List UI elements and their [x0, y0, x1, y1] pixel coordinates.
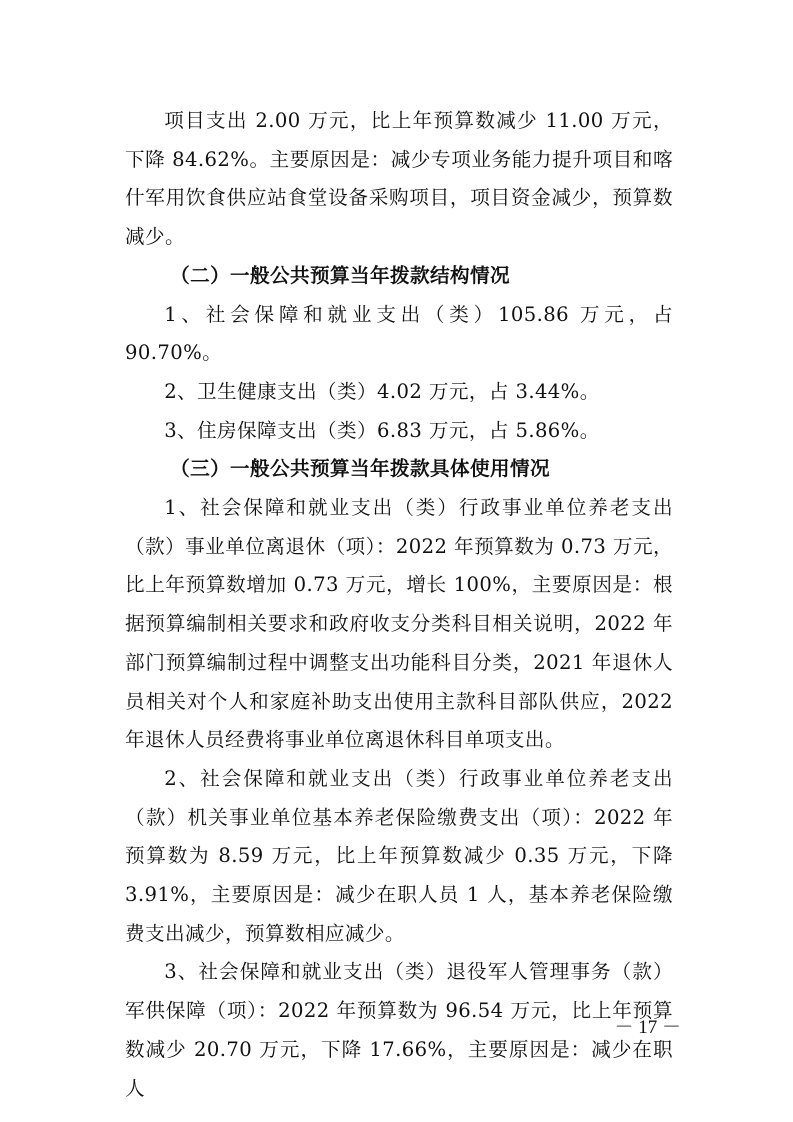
heading-usage: （三）一般公共预算当年拨款具体使用情况: [170, 457, 550, 481]
paragraph-structure-3: 3、住房保障支出（类）6.83 万元，占 5.86%。: [164, 418, 600, 442]
paragraph-structure-1: 1、社会保障和就业支出（类）105.86 万元，占 90.70%。: [125, 302, 673, 365]
paragraph-usage-1: 1、社会保障和就业支出（类）行政事业单位养老支出（款）事业单位离退休（项）：2022 年预算数为 0.73 万元，比上年预算数增加 0.73 万元，增长 100%，主要原因是：根据预算编制相关要求和政府收支分类科目相关说明，2022 年部门预算编制过程中调整支出功能科目分类，2021 年退休人员相关对个人和家庭补助支出使用主款科目部队供应，2022 年退休人员经费将事业单位离退休科目单项支出。: [125, 496, 673, 752]
paragraph-project-expenditure: 项目支出 2.00 万元，比上年预算数减少 11.00 万元，下降 84.62%。主要原因是：减少专项业务能力提升项目和喀什军用饮食供应站食堂设备采购项目，项目资金减少，预算数减少。: [125, 109, 673, 249]
paragraph-structure-2: 2、卫生健康支出（类）4.02 万元，占 3.44%。: [164, 379, 600, 403]
page-number: － 17 －: [614, 1017, 681, 1038]
paragraph-usage-3: 3、社会保障和就业支出（类）退役军人管理事务（款）军供保障（项）：2022 年预算数为 96.54 万元，比上年预算数减少 20.70 万元，下降 17.66%，主要原因是：减少在职人: [125, 960, 673, 1100]
document-body: [125, 102, 673, 1108]
paragraph-usage-2: 2、社会保障和就业支出（类）行政事业单位养老支出（款）机关事业单位基本养老保险缴费支出（项）：2022 年预算数为 8.59 万元，比上年预算数减少 0.35 万元，下降 3.91%，主要原因是：减少在职人员 1 人，基本养老保险缴费支出减少，预算数相应减少。: [125, 766, 673, 945]
heading-structure: （二）一般公共预算当年拨款结构情况: [170, 263, 510, 287]
